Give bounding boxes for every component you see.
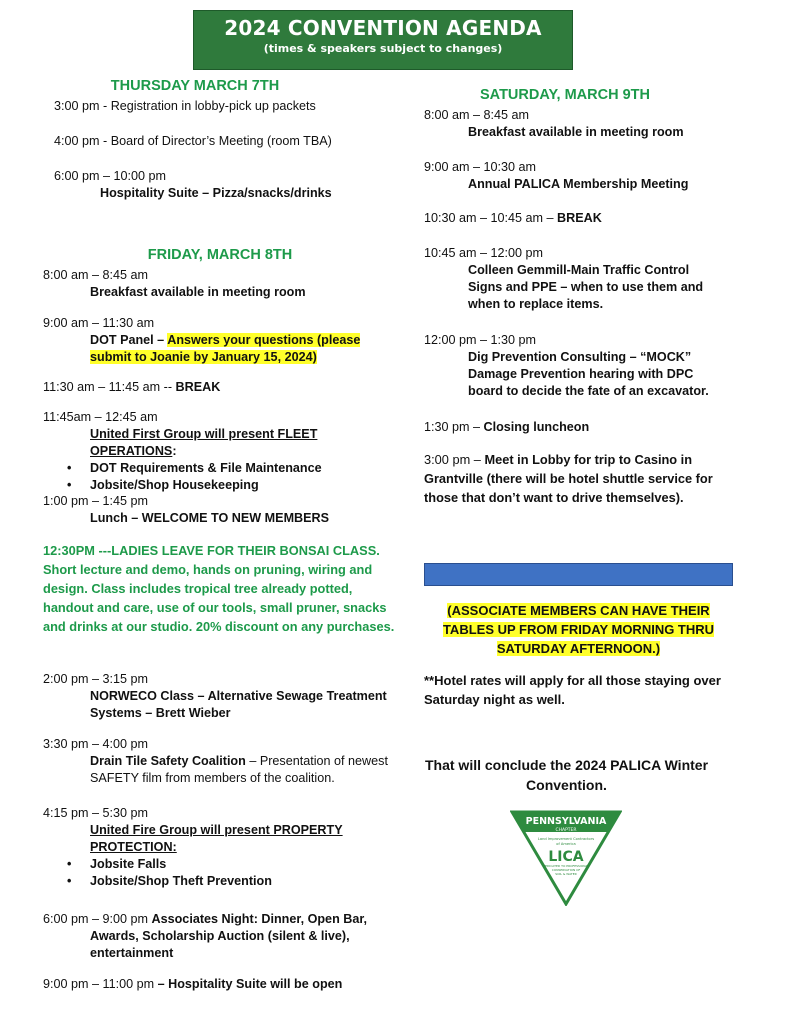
logo-org-line1: Land Improvement Contractors [537,837,595,841]
saturday-break [424,210,744,227]
logo-pennsylvania: PENNSYLVANIA [525,816,607,827]
friday-norweco-desc: NORWECO Class – Alternative Sewage Treatment Systems – Brett Wieber [90,689,387,720]
friday-assoc-time: 6:00 pm – 9:00 pm [43,912,152,926]
friday-fleet-list [43,460,403,494]
logo-tag2: CONSERVATION OF [551,868,581,872]
friday-dot-prefix: DOT Panel – [90,333,168,347]
friday-breakfast-desc: Breakfast available in meeting room [90,285,306,299]
associate-members-text: (ASSOCIATE MEMBERS CAN HAVE THEIR TABLES UP FROM FRIDAY MORNING THRU SATURDAY AFTERNOON.) [442,603,715,656]
friday-drain-time: 3:30 pm – 4:00 pm [43,737,149,751]
pa-lica-logo [510,810,622,906]
saturday-casino-trip [424,450,724,507]
associate-members-note [424,601,733,658]
thursday-hospitality-desc: Hospitality Suite – Pizza/snacks/drinks [100,186,332,200]
saturday-lunch-time: 1:30 pm – [424,420,484,434]
logo-tag3: SOIL & WATER [555,872,577,876]
thursday-heading: THURSDAY MARCH 7TH [110,78,280,94]
logo-org-line2: of America [556,842,576,846]
blue-divider-bar [424,563,733,586]
saturday-casino-time: 3:00 pm – [424,452,485,467]
saturday-closing-luncheon [424,419,744,436]
saturday-casino-desc: Meet in Lobby for trip to Casino in Grantville (there will be hotel shuttle service for those that don’t want to drive themselves). [424,452,713,505]
hotel-rates-note: **Hotel rates will apply for all those staying over Saturday night as well. [424,673,721,707]
saturday-dig-prevention [424,332,724,400]
agenda-subtitle: (times & speakers subject to changes) [263,42,503,55]
saturday-traffic-control [424,245,724,313]
friday-dot-time: 9:00 am – 11:30 am [43,316,155,330]
thursday-hospitality-time: 6:00 pm – 10:00 pm [54,169,167,183]
saturday-breakfast-time: 8:00 am – 8:45 am [424,108,530,122]
list-item: • Jobsite Falls [90,856,403,873]
friday-drain-rest: – Presentation of newest SAFETY film from members of the coalition. [90,754,388,785]
friday-drain-bold: Drain Tile Safety Coalition [90,754,246,768]
saturday-break-time: 10:30 am – 10:45 am – [424,211,558,225]
friday-assoc-desc: Associates Night: Dinner, Open Bar, Awards, Scholarship Auction (silent & live), entertainment [90,912,368,960]
friday-hospitality-suite [43,976,403,993]
list-item: • Jobsite/Shop Housekeeping [90,477,403,494]
thursday-hospitality [54,168,394,202]
saturday-colleen-desc: Colleen Gemmill-Main Traffic Control Signs and PPE – when to use them and when to replace items. [468,263,704,311]
logo-chapter: CHAPTER [555,828,577,833]
friday-property-protection [43,805,403,890]
friday-norweco-time: 2:00 pm – 3:15 pm [43,672,149,686]
thursday-registration: 3:00 pm - Registration in lobby-pick up packets [54,99,316,113]
friday-fleet-colon: : [172,444,177,458]
agenda-banner [193,10,573,70]
friday-fire-list [43,856,403,890]
saturday-breakfast-desc: Breakfast available in meeting room [468,125,684,139]
saturday-dig-time: 12:00 pm – 1:30 pm [424,333,537,347]
saturday-annual-time: 9:00 am – 10:30 am [424,160,537,174]
friday-lunch-desc: Lunch – WELCOME TO NEW MEMBERS [90,511,330,525]
friday-associates-night [43,911,403,962]
friday-heading: FRIDAY, MARCH 8TH [147,247,293,263]
friday-fleet-operations [43,409,403,494]
friday-dot-panel [43,315,403,366]
friday-suite-desc: – Hospitality Suite will be open [157,977,343,991]
friday-norweco [43,671,403,722]
friday-break-label: BREAK [175,380,221,394]
thursday-board-meeting: 4:00 pm - Board of Director’s Meeting (room TBA) [54,134,332,148]
friday-ladies-bonsai: 12:30PM ---LADIES LEAVE FOR THEIR BONSAI CLASS. Short lecture and demo, hands on pruning, wiring and design. Class includes tropical tree already potted, handout and care, use of our tools, small pruner, snacks and drinks at our studio. 20% discount on any purchases. [43,543,395,634]
friday-fleet-title: United First Group will present FLEET OPERATIONS [90,427,318,458]
friday-fire-time: 4:15 pm – 5:30 pm [43,806,149,820]
friday-suite-time: 9:00 pm – 11:00 pm [43,977,158,991]
saturday-lunch-desc: Closing luncheon [483,420,590,434]
saturday-heading: SATURDAY, MARCH 9TH [480,87,650,103]
list-item: • DOT Requirements & File Maintenance [90,460,403,477]
friday-drain-tile [43,736,403,787]
agenda-title: 2024 CONVENTION AGENDA [224,16,542,40]
logo-tag1: DEDICATED TO PROFESSIONAL [542,864,590,868]
saturday-annual-meeting [424,159,744,193]
friday-break [43,379,403,396]
conclusion-note: That will conclude the 2024 PALICA Winter Convention. [424,757,709,793]
saturday-breakfast [424,107,744,141]
saturday-break-label: BREAK [557,211,602,225]
saturday-annual-desc: Annual PALICA Membership Meeting [468,177,689,191]
friday-fire-title: United Fire Group will present PROPERTY PROTECTION: [90,823,343,854]
friday-breakfast-time: 8:00 am – 8:45 am [43,268,149,282]
friday-breakfast [43,267,403,301]
list-item: • Jobsite/Shop Theft Prevention [90,873,403,890]
logo-lica: LICA [548,849,584,865]
friday-lunch [43,493,403,527]
saturday-colleen-time: 10:45 am – 12:00 pm [424,246,544,260]
friday-dot-highlight: Answers your questions (please submit to Joanie by January 15, 2024) [90,333,361,364]
saturday-dig-desc: Dig Prevention Consulting – “MOCK” Damage Prevention hearing with DPC board to decide the fate of an excavator. [468,350,709,398]
friday-fleet-time: 11:45am – 12:45 am [43,410,158,424]
friday-lunch-time: 1:00 pm – 1:45 pm [43,494,149,508]
friday-break-time: 11:30 am – 11:45 am -- [43,380,176,394]
